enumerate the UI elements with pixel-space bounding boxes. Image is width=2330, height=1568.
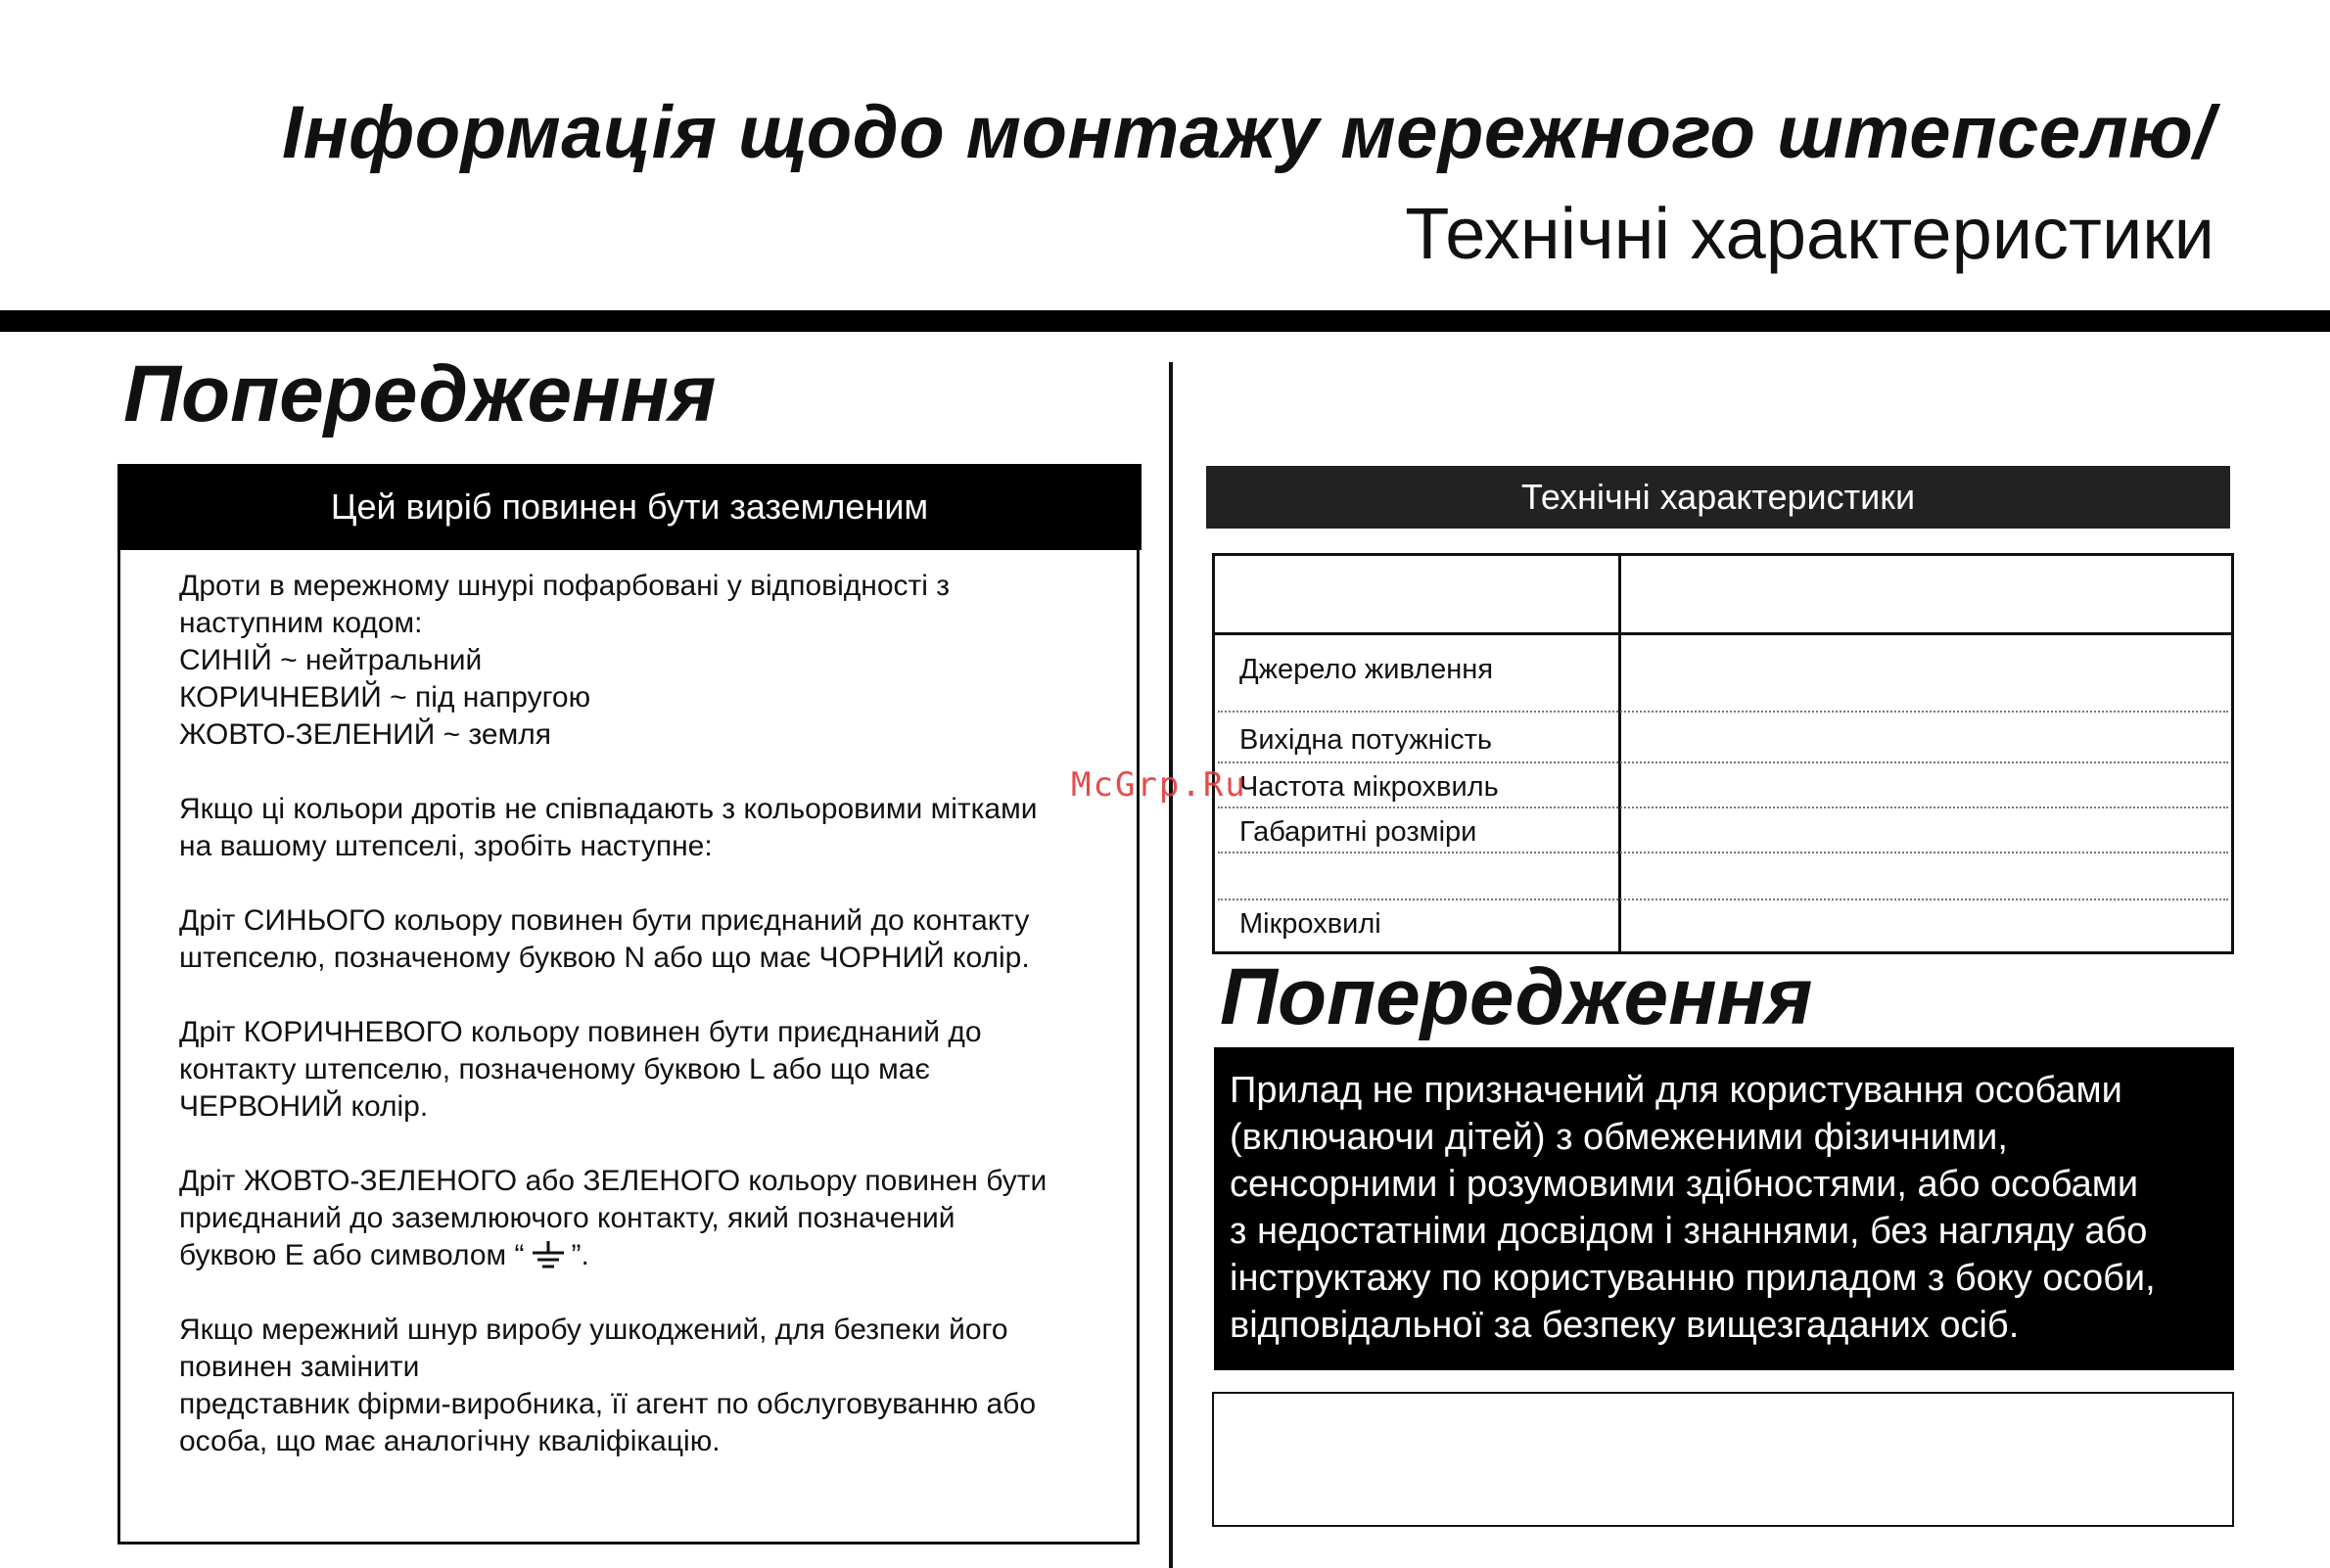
warning-heading-left: Попередження [123, 349, 717, 438]
text-line: Якщо мережний шнур виробу ушкоджений, для безпеки його [179, 1314, 1008, 1346]
text-line: СИНІЙ ~ нейтральний [179, 644, 483, 676]
text-line: контакту штепселю, позначеному буквою L або що має [179, 1053, 930, 1085]
text-line: наступним кодом: [179, 607, 423, 639]
text-line: ЖОВТО-ЗЕЛЕНИЙ ~ земля [179, 718, 551, 751]
specs-row-divider [1218, 852, 2228, 853]
text-line: Дріт КОРИЧНЕВОГО кольору повинен бути приєднаний до [179, 1016, 982, 1048]
spec-label-microwaves: Мікрохвилі [1239, 908, 1381, 940]
header-rule [0, 310, 2330, 332]
text-line: приєднаний до заземлюючого контакту, який позначений [179, 1202, 955, 1234]
warning-line: Прилад не призначений для користування особами [1230, 1070, 2122, 1111]
text-line: на вашому штепселі, зробіть наступне: [179, 830, 713, 862]
page-title: Інформація щодо монтажу мережного штепселю/ [281, 91, 2214, 174]
blue-wire-paragraph [179, 902, 1119, 977]
spec-label-frequency: Частота мікрохвиль [1239, 771, 1499, 803]
text-line: повинен замінити [179, 1351, 420, 1383]
usage-warning-box [1214, 1047, 2234, 1370]
specs-row-divider [1218, 761, 2228, 763]
warning-line: інструктажу по користуванню приладом з боку особи, [1230, 1258, 2156, 1299]
specs-header-row-divider [1212, 632, 2234, 635]
earth-ground-icon [529, 1239, 568, 1270]
specs-title: Технічні характеристики [1520, 477, 1916, 517]
warning-line: сенсорними і розумовими здібностями, або особами [1230, 1164, 2139, 1205]
text-line: ЧЕРВОНИЙ колір. [179, 1090, 429, 1123]
column-divider [1169, 362, 1173, 1568]
spec-label-output-power: Вихідна потужність [1239, 724, 1492, 756]
warning-line: з недостатніми досвідом і знаннями, без нагляду або [1230, 1211, 2148, 1252]
specs-row-divider [1218, 711, 2228, 713]
green-wire-paragraph [179, 1163, 1119, 1274]
spec-label-power-source: Джерело живлення [1239, 654, 1494, 685]
specs-column-divider [1618, 553, 1621, 954]
text-line: Дроти в мережному шнурі пофарбовані у відповідності з [179, 570, 951, 602]
spec-label-dimensions: Габаритні розміри [1239, 816, 1477, 848]
watermark: McGrp.Ru [1071, 765, 1247, 805]
text-line: представник фірми-виробника, її агент по обслуговуванню або [179, 1388, 1037, 1420]
warning-heading-right: Попередження [1220, 952, 1813, 1041]
text-line: штепселю, позначеному буквою N або що має ЧОРНИЙ колір. [179, 942, 1030, 974]
specs-row-divider [1218, 807, 2228, 808]
cord-damage-paragraph [179, 1312, 1119, 1460]
page-subtitle: Технічні характеристики [1405, 193, 2214, 274]
brown-wire-paragraph [179, 1014, 1119, 1126]
text-line: Дріт СИНЬОГО кольору повинен бути приєднаний до контакту [179, 904, 1030, 937]
text-line: ”. [571, 1239, 589, 1271]
text-line: особа, що має аналогічну кваліфікацію. [179, 1425, 721, 1457]
wire-color-paragraph [179, 568, 1119, 754]
text-line: КОРИЧНЕВИЙ ~ під напругою [179, 681, 591, 714]
warning-line: (включаючи дітей) з обмеженими фізичними, [1230, 1117, 2008, 1158]
grounding-instructions [179, 568, 1119, 1460]
text-line: буквою E або символом “ [179, 1239, 525, 1271]
specs-title-bar [1206, 466, 2230, 529]
mismatch-paragraph [179, 791, 1119, 865]
grounding-box-title [117, 464, 1142, 550]
grounding-title-text: Цей виріб повинен бути заземленим [330, 486, 929, 527]
warning-line: відповідальної за безпеку вищезгаданих осіб. [1230, 1305, 2020, 1346]
text-line: Дріт ЖОВТО-ЗЕЛЕНОГО або ЗЕЛЕНОГО кольору повинен бути [179, 1165, 1048, 1197]
empty-frame [1212, 1392, 2234, 1527]
text-line: Якщо ці кольори дротів не співпадають з кольоровими мітками [179, 793, 1038, 825]
specs-row-divider [1218, 899, 2228, 900]
